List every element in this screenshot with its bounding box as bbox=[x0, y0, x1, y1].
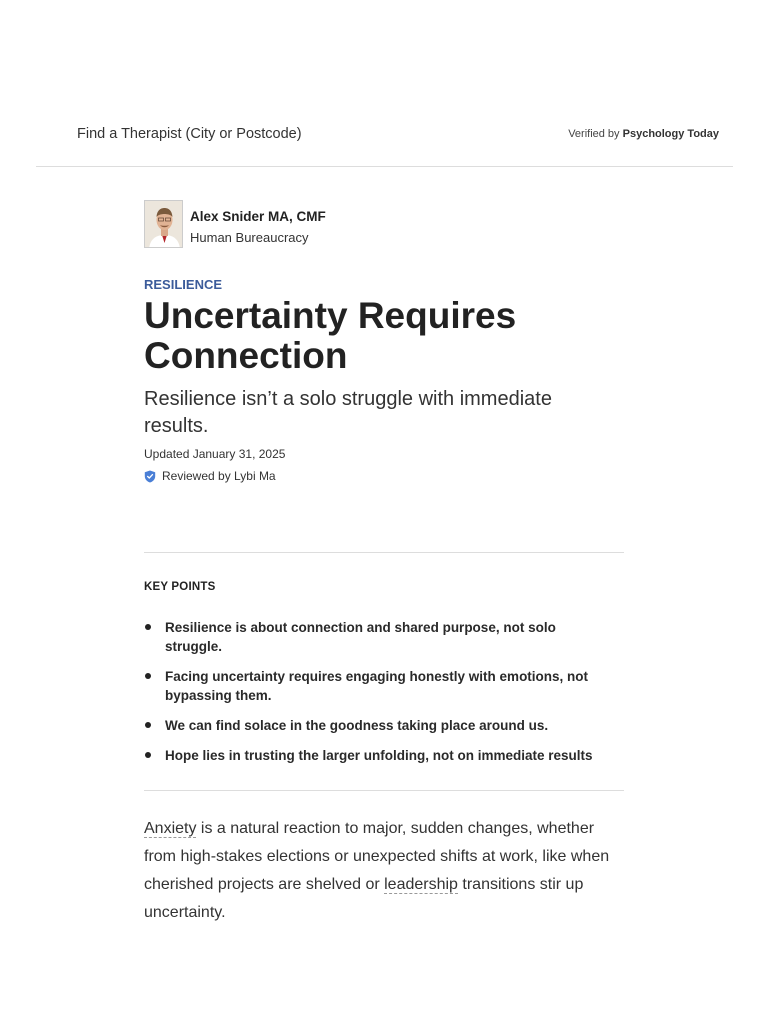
topic-tag[interactable]: RESILIENCE bbox=[144, 277, 223, 292]
key-point-text: We can find solace in the goodness taking place around us. bbox=[165, 718, 549, 733]
key-point-item bbox=[144, 667, 614, 705]
updated-date: Updated January 31, 2025 bbox=[144, 447, 286, 461]
key-point-text: Hope lies in trusting the larger unfolding, not on immediate results bbox=[165, 748, 593, 763]
key-points-bottom-divider bbox=[144, 790, 624, 791]
key-points-title: KEY POINTS bbox=[144, 581, 216, 593]
author-blog-name[interactable]: Human Bureaucracy bbox=[190, 230, 309, 245]
key-points-list bbox=[144, 618, 614, 776]
key-point-text: Facing uncertainty requires engaging honestly with emotions, not bypassing them. bbox=[165, 669, 589, 703]
body-text-segment: transitions stir up uncertainty. bbox=[144, 876, 584, 921]
verified-prefix: Verified by bbox=[568, 128, 620, 140]
therapist-finder-bar bbox=[36, 118, 733, 167]
author-avatar[interactable] bbox=[144, 200, 183, 248]
article-body-paragraph bbox=[144, 815, 620, 927]
verified-brand: Psychology Today bbox=[622, 128, 719, 140]
shield-check-icon bbox=[144, 470, 156, 483]
key-point-text: Resilience is about connection and shared purpose, not solo struggle. bbox=[165, 620, 556, 654]
article-title: Uncertainty Requires Connection bbox=[144, 295, 517, 376]
body-text-segment: is a natural reaction to major, sudden changes, whether from high-stakes elections or unexpected shifts at work, like when cherished projects are shelved or bbox=[144, 820, 610, 893]
anxiety-glossary-link[interactable]: Anxiety bbox=[144, 820, 197, 837]
leadership-glossary-link[interactable]: leadership bbox=[384, 876, 458, 893]
article-subtitle: Resilience isn’t a solo struggle with immediate results. bbox=[144, 388, 552, 437]
author-name[interactable]: Alex Snider MA, CMF bbox=[190, 209, 326, 224]
verified-by-badge bbox=[568, 128, 719, 140]
find-therapist-link[interactable]: Find a Therapist (City or Postcode) bbox=[77, 126, 302, 142]
bullet-icon bbox=[145, 752, 151, 758]
author-photo-icon bbox=[145, 201, 183, 248]
bullet-icon bbox=[145, 722, 151, 728]
reviewer-name: Reviewed by Lybi Ma bbox=[162, 469, 276, 483]
key-point-item bbox=[144, 746, 614, 765]
key-point-item bbox=[144, 716, 614, 735]
reviewed-by bbox=[144, 469, 276, 483]
bullet-icon bbox=[145, 624, 151, 630]
key-points-top-divider bbox=[144, 552, 624, 553]
bullet-icon bbox=[145, 673, 151, 679]
key-point-item bbox=[144, 618, 614, 656]
